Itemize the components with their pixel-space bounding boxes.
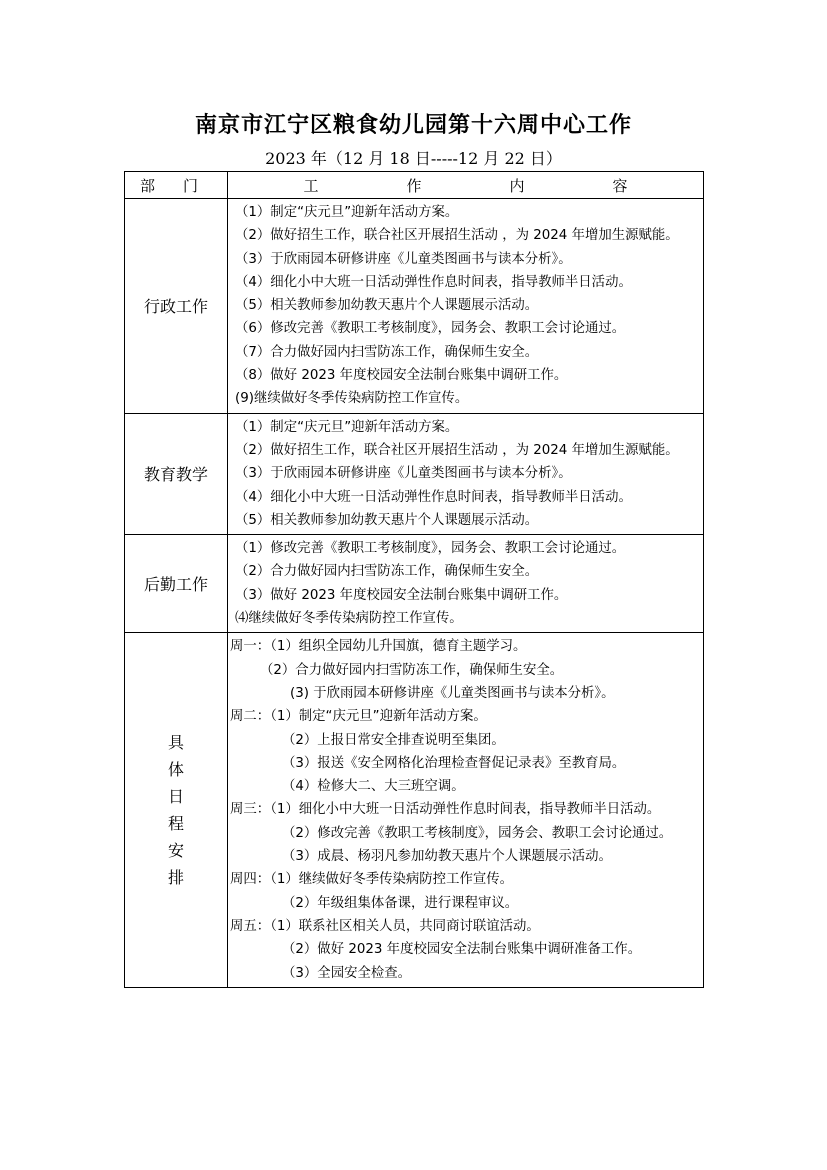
list-item: （7）合力做好园内扫雪防冻工作，确保师生安全。 [235, 344, 539, 360]
schedule-item: （3）报送《安全网格化治理检查督促记录表》至教育局。 [282, 755, 626, 771]
schedule-item: （2）合力做好园内扫雪防冻工作，确保师生安全。 [260, 662, 564, 678]
list-item: （2）做好招生工作，联合社区开展招生活动 ，为 2024 年增加生源赋能。 [235, 228, 679, 244]
schedule-item: （2）做好 2023 年度校园安全法制台账集中调研准备工作。 [282, 942, 642, 958]
header-content-char: 容 [612, 176, 628, 195]
schedule-item: 周一：（1）组织全园幼儿升国旗，德育主题学习。 [230, 639, 527, 655]
schedule-item: （2）年级组集体备课，进行课程审议。 [282, 895, 519, 911]
dept-logistics: 后勤工作 [125, 535, 228, 633]
header-content-char: 内 [509, 176, 525, 195]
row-schedule [125, 633, 704, 987]
header-content [228, 172, 704, 199]
dept-schedule-char: 具 [167, 733, 184, 753]
header-content-char: 工 [303, 176, 319, 195]
schedule-item: （3）成晨、杨羽凡参加幼教天惠片个人课题展示活动。 [282, 849, 612, 865]
list-item: （5）相关教师参加幼教天惠片个人课题展示活动。 [235, 512, 539, 528]
list-item: （1）制定“庆元旦”迎新年活动方案。 [235, 205, 459, 220]
schedule-item: （2）修改完善《教职工考核制度》，园务会、教职工会讨论通过。 [282, 825, 673, 841]
schedule-item: 周四：（1）继续做好冬季传染病防控工作宣传。 [230, 872, 514, 888]
list-item: ⑷继续做好冬季传染病防控工作宣传。 [235, 611, 463, 627]
schedule-item: 周三：（1）细化小中大班一日活动弹性作息时间表，指导教师半日活动。 [230, 802, 661, 818]
dept-admin: 行政工作 [125, 199, 228, 414]
list-item: (9)继续做好冬季传染病防控工作宣传。 [235, 391, 469, 407]
list-item: （3）于欣雨园本研修讲座《儿童类图画书与读本分析》。 [235, 251, 572, 267]
list-item: （5）相关教师参加幼教天惠片个人课题展示活动。 [235, 298, 539, 314]
schedule-item: （3）全园安全检查。 [282, 965, 412, 981]
list-item: （4）细化小中大班一日活动弹性作息时间表，指导教师半日活动。 [235, 274, 632, 290]
table-header-row [125, 172, 704, 199]
schedule-item: (3) 于欣雨园本研修讲座《儿童类图画书与读本分析》。 [290, 685, 615, 701]
dept-schedule-char: 排 [167, 868, 184, 888]
list-item: （8）做好 2023 年度校园安全法制台账集中调研工作。 [235, 368, 568, 384]
schedule-item: 周五：（1）联系社区相关人员，共同商讨联谊活动。 [230, 918, 540, 934]
list-item: （4）细化小中大班一日活动弹性作息时间表，指导教师半日活动。 [235, 489, 632, 505]
schedule-items [228, 633, 704, 987]
document-title: 南京市江宁区粮食幼儿园第十六周中心工作 [194, 112, 632, 138]
row-edu [125, 413, 704, 534]
row-admin [125, 199, 704, 414]
dept-schedule [125, 633, 228, 987]
dept-schedule-vertical [125, 729, 227, 891]
list-item: （2）合力做好园内扫雪防冻工作，确保师生安全。 [235, 564, 539, 580]
dept-edu: 教育教学 [125, 413, 228, 534]
dept-schedule-char: 日 [167, 787, 184, 807]
list-item: （3）做好 2023 年度校园安全法制台账集中调研工作。 [235, 587, 568, 603]
dept-schedule-char: 体 [167, 760, 184, 780]
work-table [124, 171, 704, 988]
date-range: 2023 年（12 月 18 日-----12 月 22 日） [265, 149, 562, 168]
list-item: （6）修改完善《教职工考核制度》，园务会、教职工会讨论通过。 [235, 321, 626, 337]
header-content-char: 作 [406, 176, 422, 195]
schedule-item: （2）上报日常安全排查说明至集团。 [282, 732, 505, 748]
header-dept: 部门 [125, 172, 228, 199]
schedule-item: 周二：（1）制定“庆元旦”迎新年活动方案。 [230, 709, 487, 725]
list-item: （3）于欣雨园本研修讲座《儿童类图画书与读本分析》。 [235, 466, 572, 482]
dept-schedule-char: 安 [167, 841, 184, 861]
admin-items [228, 199, 704, 414]
row-logistics [125, 535, 704, 633]
edu-items [228, 413, 704, 534]
schedule-item: （4）检修大二、大三班空调。 [282, 779, 465, 795]
list-item: （2）做好招生工作，联合社区开展招生活动 ，为 2024 年增加生源赋能。 [235, 442, 679, 458]
list-item: （1）制定“庆元旦”迎新年活动方案。 [235, 419, 459, 435]
dept-schedule-char: 程 [167, 814, 184, 834]
list-item: （1）修改完善《教职工考核制度》，园务会、教职工会讨论通过。 [235, 541, 626, 557]
logistics-items [228, 535, 704, 633]
